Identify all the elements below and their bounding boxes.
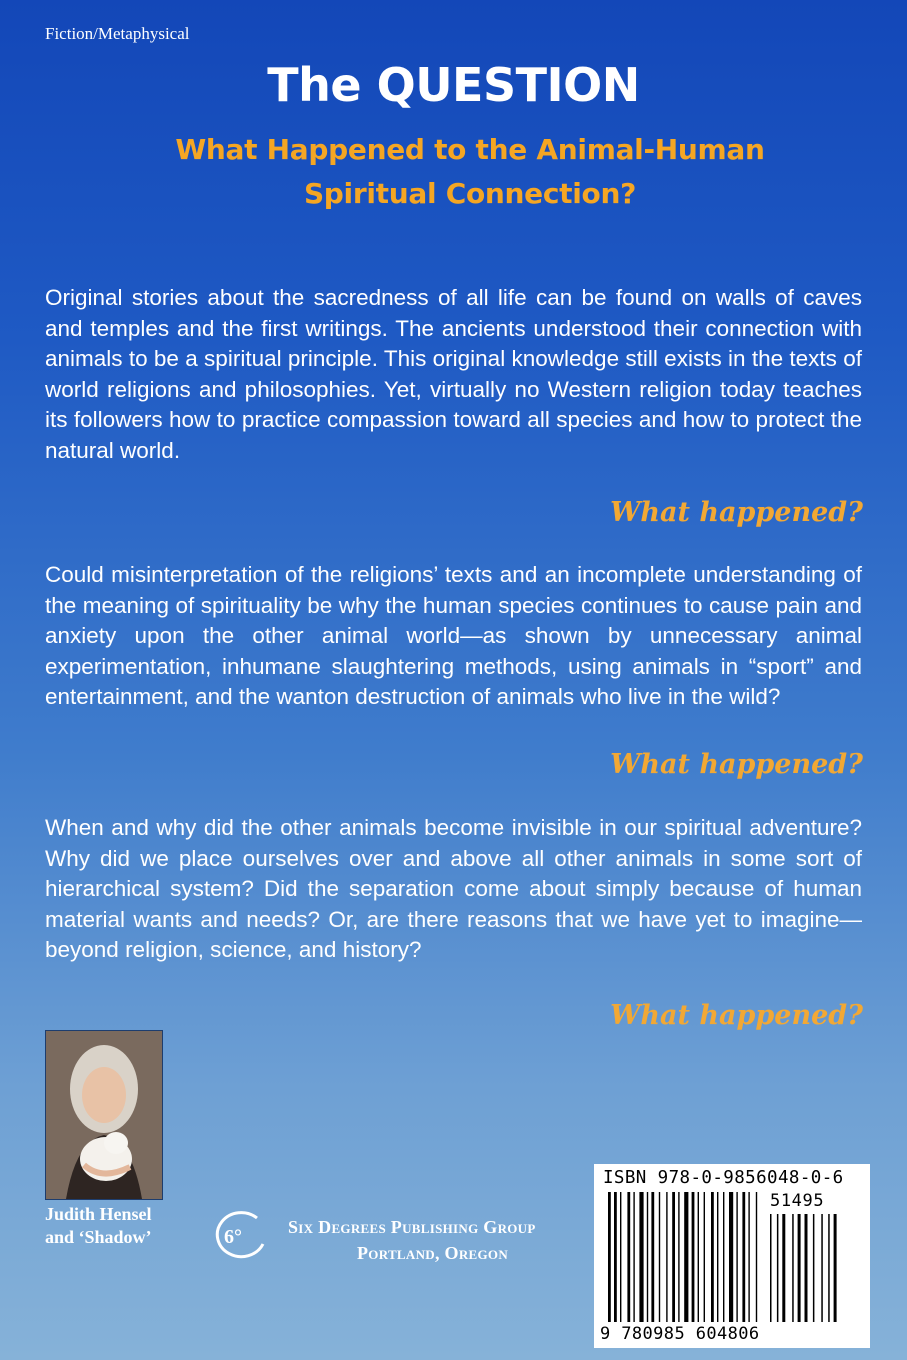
body-paragraph-2: Could misinterpretation of the religions’ texts and an incomplete understanding of the meaning of spirituality be why the human species continues to cause pain and anxiety upon the other animal world—as shown by unnecessary animal experimentation, inhumane slaughtering methods, using animals in “sport” and entertainment, and the wanton destruction of animals who live in the wild?	[45, 562, 862, 709]
author-name: Judith Hensel	[45, 1204, 152, 1224]
book-subtitle	[150, 128, 790, 216]
isbn-barcode	[594, 1164, 870, 1348]
publisher-logo-text: 6°	[224, 1226, 242, 1248]
publisher-name: Six Degrees Publishing Group	[288, 1217, 536, 1237]
what-happened-1: What happened?	[610, 497, 863, 528]
book-title: The QUESTION	[267, 58, 640, 112]
what-happened-3: What happened?	[610, 1000, 863, 1031]
subtitle-line-1: What Happened to the Animal-Human	[175, 133, 765, 166]
body-paragraph-1: Original stories about the sacredness of all life can be found on walls of caves and temples and the first writings. The ancients understood their connection with animals to be a spiritual principle. This original knowledge still exists in the texts of world religions and philosophies. Yet, virtually no Western religion today teaches its followers how to practice compassion toward all species and how to protect the natural world.	[45, 285, 862, 463]
author-photo	[45, 1030, 163, 1200]
barcode-addon-number: 51495	[770, 1191, 825, 1211]
what-happened-2: What happened?	[610, 749, 863, 780]
genre-label: Fiction/Metaphysical	[45, 24, 190, 43]
body-paragraph-3: When and why did the other animals become invisible in our spiritual adventure? Why did we place ourselves over and above all other animals in some sort of hierarchical system? Did the separation come about simply because of human material wants and needs? Or, are there reasons that we have yet to imagine—beyond religion, science, and history?	[45, 815, 862, 962]
author-caption	[45, 1203, 152, 1249]
author-portrait-illustration	[46, 1031, 162, 1199]
publisher-location: Portland, Oregon	[357, 1243, 509, 1263]
barcode-bars	[594, 1164, 870, 1348]
subtitle-line-2: Spiritual Connection?	[303, 177, 637, 210]
barcode-number: 9 780985 604806	[600, 1324, 760, 1344]
author-companion: and ‘Shadow’	[45, 1227, 152, 1247]
isbn-text: ISBN 978-0-9856048-0-6	[603, 1168, 844, 1188]
publisher-logo-icon	[207, 1210, 277, 1262]
